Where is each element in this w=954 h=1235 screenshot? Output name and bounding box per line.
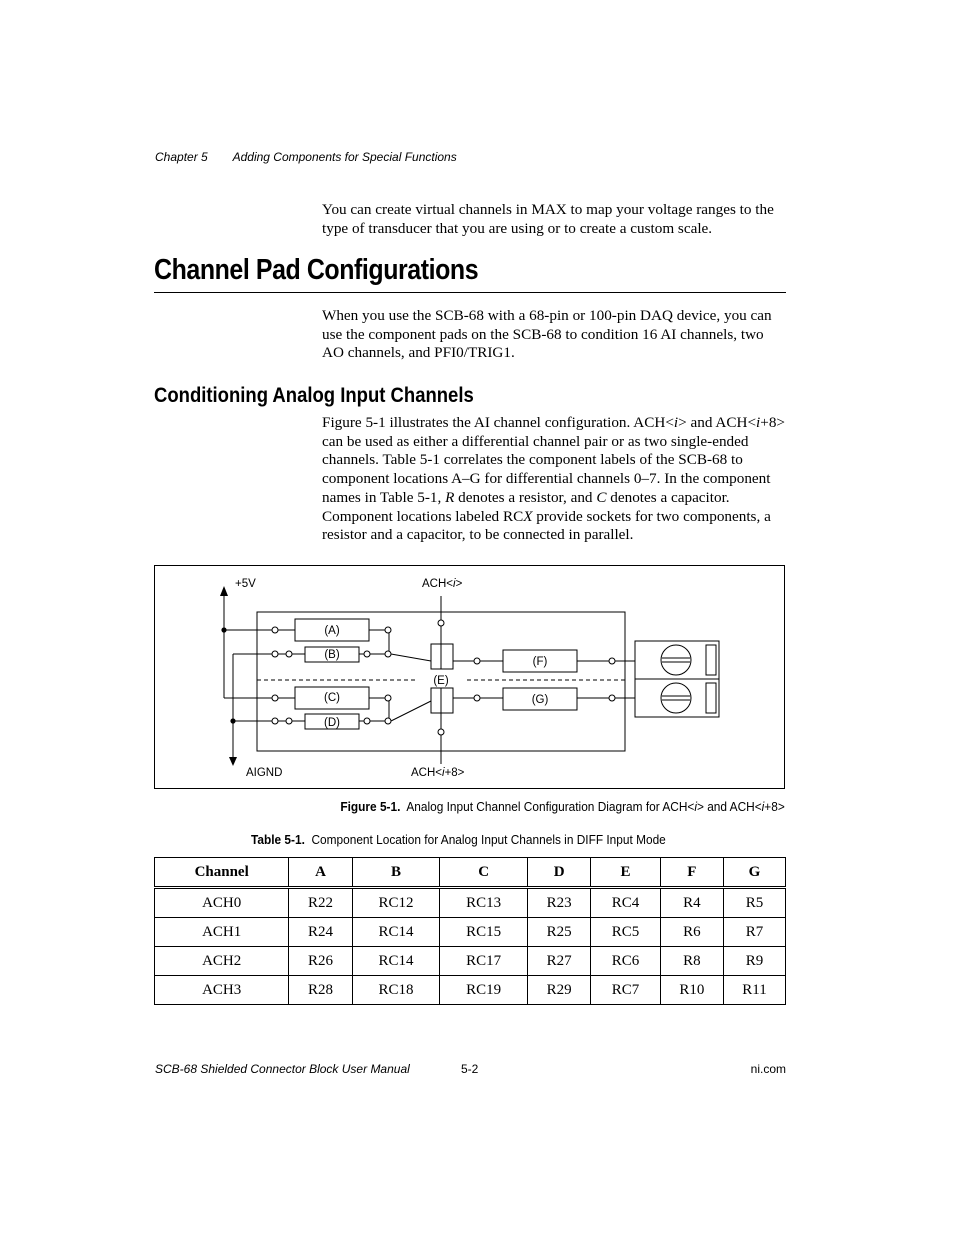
table-cell: RC14 <box>352 947 440 976</box>
running-header <box>155 150 479 164</box>
circuit-diagram <box>155 566 786 790</box>
heading-rule <box>154 292 786 293</box>
table-cell: R5 <box>723 888 785 918</box>
label-aignd: AIGND <box>246 767 283 779</box>
table-row <box>155 918 786 947</box>
label-b: (B) <box>324 649 340 661</box>
label-c: (C) <box>324 692 340 704</box>
table-cell: RC14 <box>352 918 440 947</box>
table-cell: R25 <box>527 918 590 947</box>
table-cell: R27 <box>527 947 590 976</box>
footer-manual-title: SCB-68 Shielded Connector Block User Manual <box>155 1062 410 1076</box>
table-cell: R23 <box>527 888 590 918</box>
chapter-number: Chapter 5 <box>155 150 208 164</box>
col-header: Channel <box>155 858 289 888</box>
intro-paragraph: You can create virtual channels in MAX to map your voltage ranges to the type of transducer that you are using or to create a custom scale. <box>322 201 774 237</box>
table-cell: R9 <box>723 947 785 976</box>
label-achi8: ACH<i+8> <box>411 767 465 779</box>
figure-caption: Figure 5-1. Analog Input Channel Configuration Diagram for ACH<i> and ACH<i+8> <box>340 799 785 814</box>
table-cell: R28 <box>289 976 352 1005</box>
subsection-paragraph: Figure 5-1 illustrates the AI channel configuration. ACH<i> and ACH<i+8> can be used as either a differential channel pair or as two single-ended channels. Table 5-1 correlates the component labels of the SCB-68 to component locations A–G for differential channels 0–7. In the component names in Table 5-1, R denotes a resistor, and C denotes a capacitor. Component locations labeled RCX provide sockets for two components, a resistor and a capacitor, to be connected in parallel. <box>322 414 785 544</box>
component-table <box>154 857 786 1005</box>
label-achi: ACH<i> <box>422 578 463 590</box>
table-caption: Table 5-1. Component Location for Analog Input Channels in DIFF Input Mode <box>251 832 666 847</box>
chapter-title: Adding Components for Special Functions <box>232 150 457 164</box>
table-cell: R7 <box>723 918 785 947</box>
table-row <box>155 976 786 1005</box>
table-cell: RC15 <box>440 918 528 947</box>
table-cell: ACH3 <box>155 976 289 1005</box>
table-cell: ACH2 <box>155 947 289 976</box>
subsection-heading: Conditioning Analog Input Channels <box>154 383 474 407</box>
table-row <box>155 888 786 918</box>
table-cell: R10 <box>660 976 723 1005</box>
table-cell: R6 <box>660 918 723 947</box>
table-cell: RC4 <box>591 888 660 918</box>
table-cell: R29 <box>527 976 590 1005</box>
col-header: F <box>660 858 723 888</box>
footer-page-number: 5-2 <box>461 1062 479 1076</box>
col-header: C <box>440 858 528 888</box>
label-g: (G) <box>531 694 549 706</box>
circuit-figure <box>154 565 785 789</box>
label-f: (F) <box>532 656 548 668</box>
table-cell: RC19 <box>440 976 528 1005</box>
col-header: E <box>591 858 660 888</box>
table-cell: R8 <box>660 947 723 976</box>
col-header: D <box>527 858 590 888</box>
table-cell: R26 <box>289 947 352 976</box>
col-header: A <box>289 858 352 888</box>
label-a: (A) <box>324 625 340 637</box>
table-row <box>155 947 786 976</box>
table-cell: ACH0 <box>155 888 289 918</box>
table-cell: RC13 <box>440 888 528 918</box>
table-cell: R24 <box>289 918 352 947</box>
section-heading: Channel Pad Configurations <box>154 254 479 286</box>
table-cell: R4 <box>660 888 723 918</box>
table-cell: RC5 <box>591 918 660 947</box>
table-cell: RC17 <box>440 947 528 976</box>
table-cell: ACH1 <box>155 918 289 947</box>
footer-link: ni.com <box>750 1062 786 1076</box>
table-cell: R22 <box>289 888 352 918</box>
table-cell: RC12 <box>352 888 440 918</box>
table-cell: RC6 <box>591 947 660 976</box>
label-e: (E) <box>433 675 449 687</box>
table-cell: RC18 <box>352 976 440 1005</box>
table-cell: RC7 <box>591 976 660 1005</box>
section-paragraph: When you use the SCB-68 with a 68-pin or 100-pin DAQ device, you can use the component pads on the SCB-68 to condition 16 AI channels, two AO channels, and PFI0/TRIG1. <box>322 307 772 362</box>
label-d: (D) <box>324 717 340 729</box>
col-header: G <box>723 858 785 888</box>
col-header: B <box>352 858 440 888</box>
table-cell: R11 <box>723 976 785 1005</box>
table-header-row <box>155 858 786 888</box>
label-plus5v: +5V <box>235 578 256 590</box>
